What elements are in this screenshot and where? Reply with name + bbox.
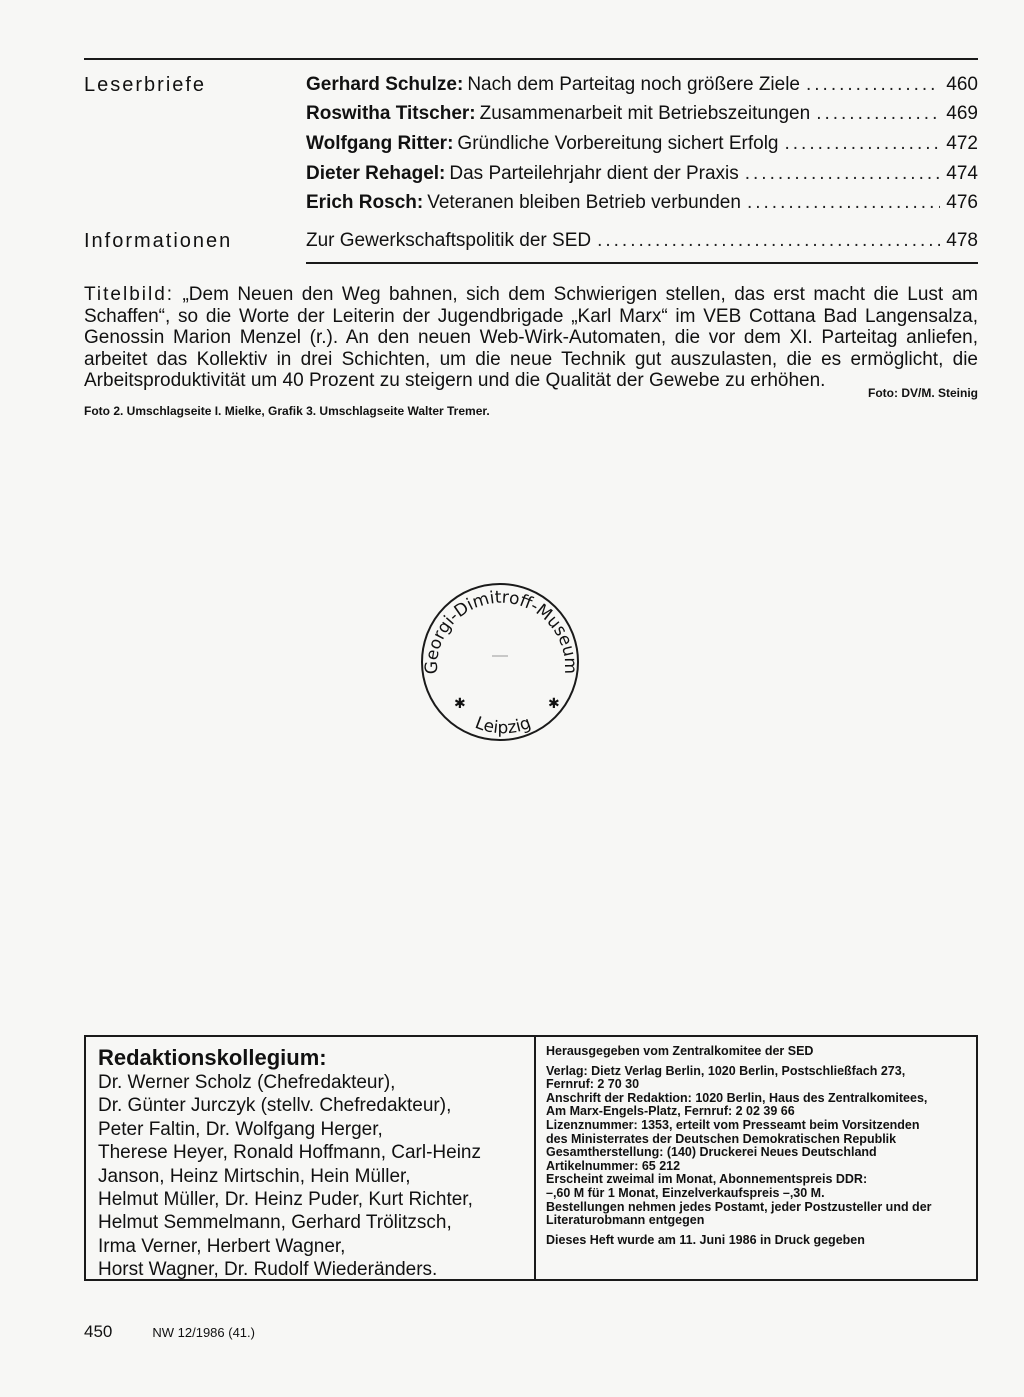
editorial-member-line: Dr. Werner Scholz (Chefredakteur), <box>98 1072 396 1093</box>
toc-entry <box>306 192 978 214</box>
toc-entry-title: Gründliche Vorbereitung sichert Erfolg <box>457 133 779 154</box>
museum-stamp <box>410 570 590 750</box>
toc-entry <box>306 163 978 185</box>
toc-entry-page: 469 <box>946 103 978 124</box>
toc-entry-author: Gerhard Schulze: <box>306 74 464 95</box>
toc-entry-author: Erich Rosch: <box>306 192 424 213</box>
toc-leader-dots <box>747 192 940 214</box>
toc-entry-page: 472 <box>946 133 978 154</box>
page-number: 450 <box>84 1322 113 1341</box>
stamp-star-icon: ✱ <box>548 695 560 711</box>
editorial-board <box>98 1045 528 1282</box>
toc-row <box>0 192 1024 222</box>
toc-entry-author: Wolfgang Ritter: <box>306 133 454 154</box>
toc-entry-title: Veteranen bleiben Betrieb verbunden <box>427 192 741 213</box>
toc-entry <box>306 133 978 155</box>
issue-label: NW 12/1986 (41.) <box>152 1325 255 1340</box>
editorial-member-line: Dr. Günter Jurczyk (stellv. Chefredakteur), <box>98 1095 452 1117</box>
publisher-info <box>546 1045 970 1247</box>
toc-section-label: Informationen <box>84 230 233 252</box>
stamp-star-icon: ✱ <box>454 695 466 711</box>
editorial-board-heading: Redaktionskollegium: <box>98 1045 327 1070</box>
editorial-member-line: Irma Verner, Herbert Wagner, <box>98 1235 346 1257</box>
stamp-top-text: Georgi-Dimitroff-Museum <box>421 587 581 675</box>
toc-entry-title: Das Parteilehrjahr dient der Praxis <box>449 163 739 184</box>
toc-entry <box>306 103 978 125</box>
masthead-box <box>84 1035 978 1281</box>
photo-note: Foto 2. Umschlagseite I. Mielke, Grafik 3. Umschlagseite Walter Tremer. <box>84 404 490 418</box>
toc-entry-title: Zusammenarbeit mit Betriebszeitungen <box>479 103 811 124</box>
photo-credit: Foto: DV/M. Steinig <box>868 386 978 400</box>
toc-row <box>0 163 1024 193</box>
editorial-member-line: Helmut Semmelmann, Gerhard Trölitzsch, <box>98 1212 452 1234</box>
top-rule <box>84 58 978 60</box>
cover-caption <box>84 284 978 392</box>
toc-section-label: Leserbriefe <box>84 74 207 96</box>
toc-leader-dots <box>806 74 940 96</box>
toc-entry-title: Zur Gewerkschaftspolitik der SED <box>306 230 592 251</box>
editorial-member-line: Janson, Heinz Mirtschin, Hein Müller, <box>98 1165 411 1187</box>
toc-entry-page: 474 <box>946 163 978 184</box>
toc-row <box>0 74 1024 104</box>
toc-entry <box>306 74 978 96</box>
toc-leader-dots <box>816 103 940 125</box>
toc-entry-page: 460 <box>946 74 978 95</box>
toc-row <box>0 103 1024 133</box>
toc-entry-page: 476 <box>946 192 978 213</box>
toc-entry-title: Nach dem Parteitag noch größere Ziele <box>467 74 800 95</box>
toc-leader-dots <box>784 133 940 155</box>
cover-caption-lead: Titelbild: <box>84 284 175 305</box>
toc-entry <box>306 230 978 252</box>
page-footer <box>84 1322 255 1342</box>
stamp-bottom-text: Leipzig <box>472 713 534 739</box>
publisher-line: Herausgegeben vom Zentralkomitee der SED <box>546 1044 814 1058</box>
toc-entry-author: Roswitha Titscher: <box>306 103 476 124</box>
toc-leader-dots <box>745 163 941 185</box>
editorial-member-line: Peter Faltin, Dr. Wolfgang Herger, <box>98 1118 383 1140</box>
print-note: Dieses Heft wurde am 11. Juni 1986 in Druck gegeben <box>546 1232 865 1247</box>
toc-leader-dots <box>597 230 940 252</box>
publisher-details: Verlag: Dietz Verlag Berlin, 1020 Berlin, Postschließfach 273, Fernruf: 2 70 30 Anschrift der Redaktion: 1020 Berlin, Haus des Zentralkomitees, Am Marx-Engels-Platz, Fernruf: 2 02 39 66 Lizenznummer: 1353, erteilt vom Presseamt beim Vorsitzenden des Ministerrates der Deutschen Demokratischen Republik Gesamtherstellung: (140) Druckerei Neues Deutschland Artikelnummer: 65 212 Erscheint zweimal im Monat, Abonnementspreis DDR: –,60 M für 1 Monat, Einzelverkaufspreis –,30 M. Bestellungen nehmen jedes Postamt, jeder Postzusteller und der Literaturobmann entgegen <box>546 1063 932 1228</box>
toc-bottom-rule <box>306 262 978 264</box>
toc-entry-author: Dieter Rehagel: <box>306 163 446 184</box>
editorial-member-line: Helmut Müller, Dr. Heinz Puder, Kurt Richter, <box>98 1189 473 1211</box>
toc-entry-page: 478 <box>946 230 978 251</box>
editorial-member-line: Therese Heyer, Ronald Hoffmann, Carl-Heinz <box>98 1142 481 1164</box>
editorial-member-line: Horst Wagner, Dr. Rudolf Wiederänders. <box>98 1259 438 1281</box>
cover-caption-text: „Dem Neuen den Weg bahnen, sich dem Schwierigen stellen, das erst macht die Lust am Schaffen“, so die Worte der Leiterin der Jugendbrigade „Karl Marx“ im VEB Cottana Bad Langensalza, Genossin Marion Menzel (r.). An den neuen Web-Wirk-Automaten, die vor dem XI. Parteitag anliefen, arbeitet das Kollektiv in drei Schichten, um die neue Technik gut auszulasten, die es ermöglicht, die Arbeitsproduktivität um 40 Prozent zu steigern und die Qualität der Gewebe zu erhöhen. <box>84 284 978 391</box>
stamp-seal-graphic <box>410 570 590 750</box>
toc-row <box>0 230 1024 260</box>
masthead-divider <box>534 1037 536 1279</box>
toc-row <box>0 133 1024 163</box>
